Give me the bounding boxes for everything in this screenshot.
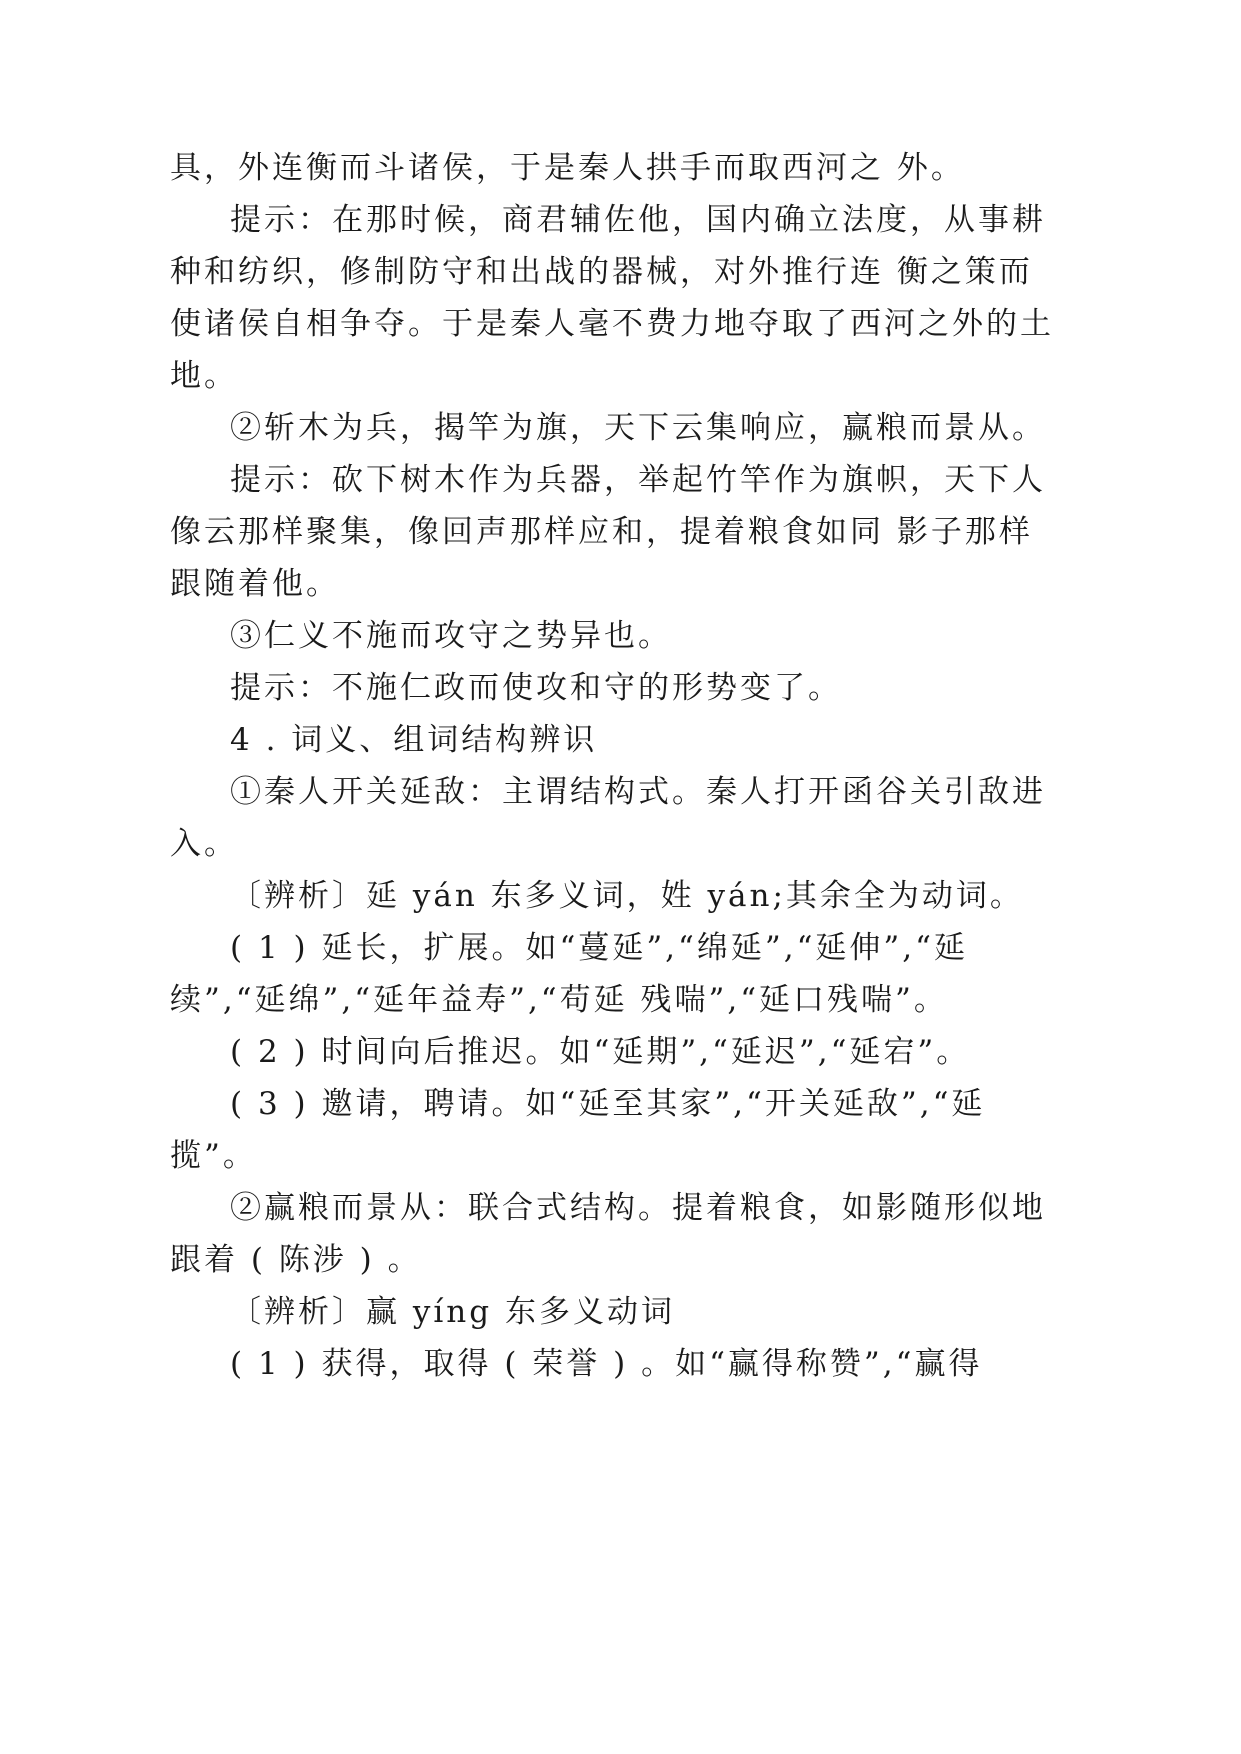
text-line-9: 跟随着他。 bbox=[170, 566, 340, 602]
quote-item-2: ②斩木为兵，揭竿为旗，天下云集响应，赢粮而景从。 bbox=[230, 410, 1046, 446]
text-line-4: 使诸侯自相争夺。于是秦人毫不费力地夺取了西河之外的土 bbox=[170, 306, 1054, 342]
text-line-22: 跟着 ( 陈涉 ) 。 bbox=[170, 1242, 422, 1278]
word-item-1: ①秦人开关延敌：主谓结构式。秦人打开函谷关引敌进 bbox=[230, 774, 1046, 810]
hint-line-2: 提示：砍下树木作为兵器，举起竹竿作为旗帜，天下人 bbox=[230, 462, 1046, 498]
hint-line-1: 提示：在那时候，商君辅佐他，国内确立法度，从事耕 bbox=[230, 202, 1046, 238]
text-line-14: 入。 bbox=[170, 826, 238, 862]
word-item-2: ②赢粮而景从：联合式结构。提着粮食，如影随形似地 bbox=[230, 1190, 1046, 1226]
meaning-4: ( 1 ) 获得，取得 ( 荣誉 ) 。如“赢得称赞”,“赢得 bbox=[230, 1346, 983, 1382]
analysis-line-2: 〔辨析〕赢 yíng 东多义动词 bbox=[230, 1294, 675, 1330]
text-line-3: 种和纺织，修制防守和出战的器械，对外推行连 衡之策而 bbox=[170, 254, 1033, 290]
text-line-20: 揽”。 bbox=[170, 1138, 257, 1174]
hint-line-3: 提示：不施仁政而使攻和守的形势变了。 bbox=[230, 670, 842, 706]
quote-item-3: ③仁义不施而攻守之势异也。 bbox=[230, 618, 672, 654]
meaning-2: ( 2 ) 时间向后推迟。如“延期”,“延迟”,“延宕”。 bbox=[230, 1034, 971, 1070]
text-line-17: 续”,“延绵”,“延年益寿”,“苟延 残喘”,“延口残喘”。 bbox=[170, 982, 948, 1018]
meaning-3: ( 3 ) 邀请，聘请。如“延至其家”,“开关延敌”,“延 bbox=[230, 1086, 986, 1122]
text-line-1: 具，外连衡而斗诸侯，于是秦人拱手而取西河之 外。 bbox=[170, 150, 965, 186]
section-heading: 4 . 词义、组词结构辨识 bbox=[230, 722, 598, 758]
text-line-5: 地。 bbox=[170, 358, 238, 394]
text-line-8: 像云那样聚集，像回声那样应和，提着粮食如同 影子那样 bbox=[170, 514, 1033, 550]
analysis-line-1: 〔辨析〕延 yán 东多义词，姓 yán;其余全为动词。 bbox=[230, 878, 1024, 914]
meaning-1: ( 1 ) 延长，扩展。如“蔓延”,“绵延”,“延伸”,“延 bbox=[230, 930, 968, 966]
